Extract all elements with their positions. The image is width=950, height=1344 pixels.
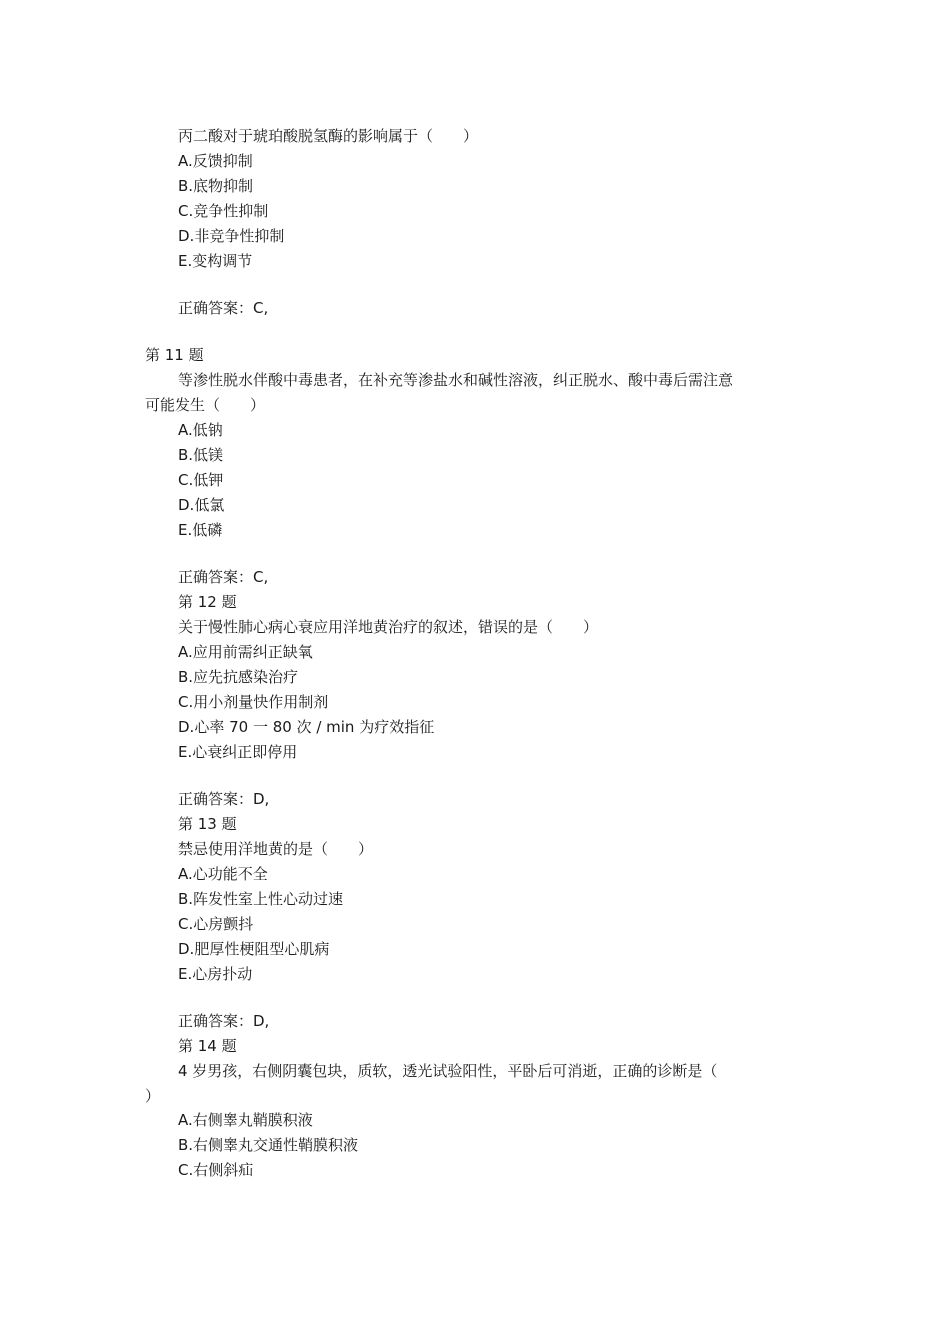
q12-option-b: B.应先抗感染治疗: [178, 668, 299, 686]
q11-answer: 正确答案：C,: [178, 568, 269, 586]
q14-stem-line1: 4 岁男孩，右侧阴囊包块，质软，透光试验阳性，平卧后可消逝，正确的诊断是（: [178, 1062, 718, 1080]
q11-stem-line2: 可能发生（ ）: [145, 396, 266, 414]
q14-option-c: C.右侧斜疝: [178, 1161, 254, 1179]
q11-option-b: B.低镁: [178, 446, 224, 464]
q12-option-c: C.用小剂量快作用制剂: [178, 693, 329, 711]
q10-option-c: C.竞争性抑制: [178, 202, 269, 220]
q10-option-e: E.变构调节: [178, 252, 253, 270]
q10-stem: 丙二酸对于琥珀酸脱氢酶的影响属于（ ）: [178, 127, 479, 145]
q12-title: 第 12 题: [178, 593, 237, 611]
q11-title: 第 11 题: [145, 346, 204, 364]
q11-option-a: A.低钠: [178, 421, 223, 439]
q13-option-a: A.心功能不全: [178, 865, 268, 883]
q14-option-a: A.右侧睾丸鞘膜积液: [178, 1111, 313, 1129]
q13-title: 第 13 题: [178, 815, 237, 833]
q11-option-d: D.低氯: [178, 496, 225, 514]
q13-option-e: E.心房扑动: [178, 965, 253, 983]
q12-option-a: A.应用前需纠正缺氧: [178, 643, 313, 661]
q14-option-b: B.右侧睾丸交通性鞘膜积液: [178, 1136, 359, 1154]
q12-option-d: D.心率 70 一 80 次 / min 为疗效指征: [178, 718, 435, 736]
q10-answer: 正确答案：C,: [178, 299, 269, 317]
q12-stem: 关于慢性肺心病心衰应用洋地黄治疗的叙述，错误的是（ ）: [178, 618, 599, 636]
q11-option-e: E.低磷: [178, 521, 223, 539]
q12-option-e: E.心衰纠正即停用: [178, 743, 298, 761]
q13-option-c: C.心房颤抖: [178, 915, 254, 933]
q14-title: 第 14 题: [178, 1037, 237, 1055]
q13-answer: 正确答案：D,: [178, 1012, 270, 1030]
q13-option-b: B.阵发性室上性心动过速: [178, 890, 344, 908]
q11-option-c: C.低钾: [178, 471, 224, 489]
q12-answer: 正确答案：D,: [178, 790, 270, 808]
q10-option-a: A.反馈抑制: [178, 152, 253, 170]
q13-option-d: D.肥厚性梗阻型心肌病: [178, 940, 330, 958]
q13-stem: 禁忌使用洋地黄的是（ ）: [178, 840, 374, 858]
q10-option-d: D.非竞争性抑制: [178, 227, 285, 245]
q10-option-b: B.底物抑制: [178, 177, 254, 195]
q11-stem-line1: 等渗性脱水伴酸中毒患者，在补充等渗盐水和碱性溶液，纠正脱水、酸中毒后需注意: [178, 371, 734, 389]
q14-stem-line2: ）: [145, 1087, 161, 1105]
